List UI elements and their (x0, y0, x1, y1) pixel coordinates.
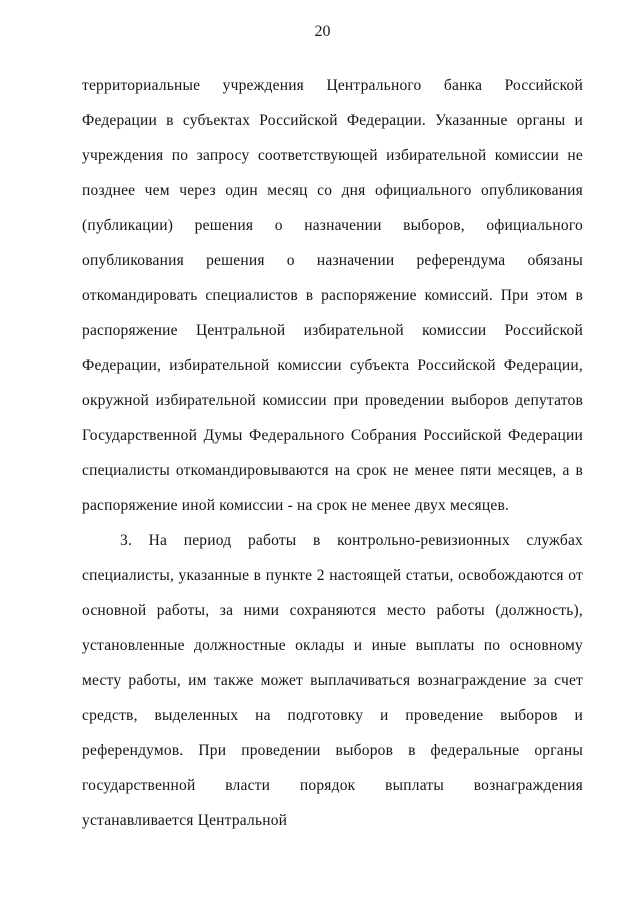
document-content (82, 68, 583, 838)
paragraph-continuation: территориальные учреждения Центрального банка Российской Федерации в субъектах Российской Федерации. Указанные органы и учреждения по запросу соответствующей избирательной комиссии не позднее чем через один месяц со дня официального опубликования (публикации) решения о назначении выборов, официального опубликования решения о назначении референдума обязаны откомандировать специалистов в распоряжение комиссий. При этом в распоряжение Центральной избирательной комиссии Российской Федерации, избирательной комиссии субъекта Российской Федерации, окружной избирательной комиссии при проведении выборов депутатов Государственной Думы Федерального Собрания Российской Федерации специалисты откомандировываются на срок не менее пяти месяцев, а в распоряжение иной комиссии - на срок не менее двух месяцев. (82, 77, 583, 514)
paragraph-item-3: 3. На период работы в контрольно-ревизионных службах специалисты, указанные в пункте 2 настоящей статьи, освобождаются от основной работы, за ними сохраняются место работы (должность), установленные должностные оклады и иные выплаты по основному месту работы, им также может выплачиваться вознаграждение за счет средств, выделенных на подготовку и проведение выборов и референдумов. При проведении выборов в федеральные органы государственной власти порядок выплаты вознаграждения устанавливается Центральной (82, 532, 583, 829)
page-number: 20 (314, 23, 331, 40)
